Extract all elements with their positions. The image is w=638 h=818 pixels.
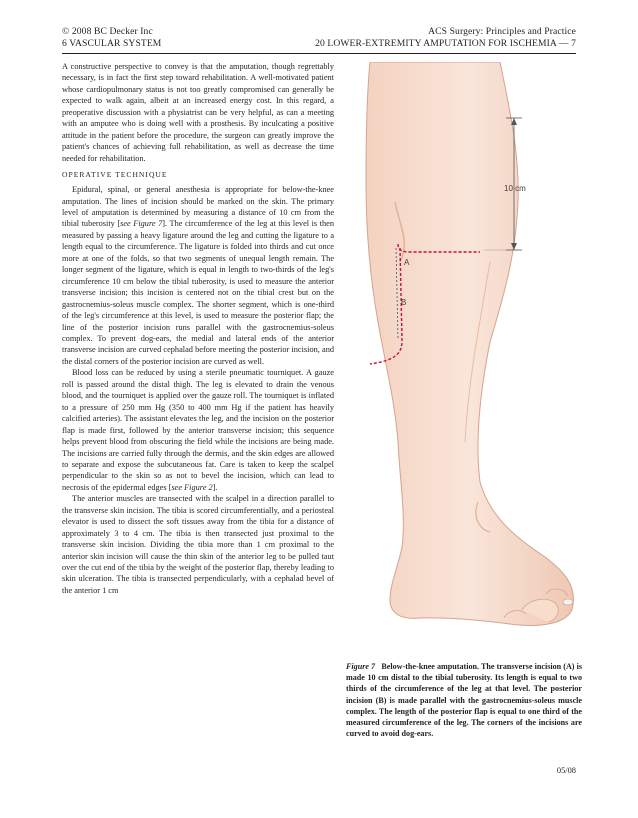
incision-label-b: B xyxy=(401,298,407,307)
figure-caption xyxy=(346,661,582,739)
body-column xyxy=(62,61,334,596)
paragraph-text: ]. The circumference of the leg at this level is then measured by passing a heavy ligature around the leg and cutting the ligature to a length equal to the circumference. The ligature is folded into thirds and cut once more at one of the folds, so that two segments of unequal length remain. The longer segment of the ligature, which is equal in length to two-thirds of the leg's circumference 10 cm below the tibial tuberosity, is used to measure the anterior transverse incision; this incision is centered not on the tibial crest but on the gastrocnemius-soleus muscle complex. The shorter segment, which is one-third of the leg's circumference at this level, is used to measure the posterior flap; the line of the posterior incision runs parallel with the gastrocnemius-soleus complex. To prevent dog-ears, the medial and lateral ends of the anterior transverse incision are curved cephalad before meeting the posterior incision, and the distal corners of the posterior incision are curved as well. xyxy=(62,219,334,366)
paragraph-text: ]. xyxy=(212,482,218,492)
paragraph-muscles: The anterior muscles are transected with the scalpel in a direction parallel to the transverse skin incision. The tibia is scored circumferentially, and a periosteal elevator is used to dissect the soft tissues away from the tibia for a distance of approximately 3 to 4 cm. The tibia is then transected just proximal to the transverse skin incision. Dividing the tibia more than 1 cm proximal to the anterior skin incision will cause the thin skin of the anterior leg to be pulled taut over the cut end of the tibia by the weight of the posterior flap, thereby leading to skin ulceration. The tibia is transected perpendicularly, with a cephalad bevel of the anterior 1 cm xyxy=(62,494,334,595)
figure-reference: see Figure 2 xyxy=(171,482,213,492)
header-chapter: 20 LOWER-EXTREMITY AMPUTATION FOR ISCHEMIA — 7 xyxy=(315,38,576,49)
paragraph-text: Epidural, spinal, or general anesthesia is appropriate for below-the-knee amputation. The lines of incision should be marked on the skin. The primary level of amputation is determined by measuring a distance of 10 cm from the tibial tuberosity [ xyxy=(62,185,334,229)
figure-7-illustration xyxy=(340,62,600,632)
header-rule xyxy=(62,53,576,54)
section-heading: OPERATIVE TECHNIQUE xyxy=(62,170,168,180)
measure-label: 10 cm xyxy=(504,184,526,193)
header-book-title: ACS Surgery: Principles and Practice xyxy=(428,26,576,37)
leg-outline xyxy=(366,62,573,625)
figure-reference: see Figure 7 xyxy=(120,219,163,229)
paragraph-text: Blood loss can be reduced by using a sterile pneumatic tourniquet. A gauze roll is passed around the distal thigh. The leg is elevated to drain the venous blood, and the tourniquet is applied over the gauze roll. The tourniquet is inflated to a pressure of 250 mm Hg (350 to 400 mm Hg if the patient has heavily calcified arteries). The assistant elevates the leg, and the incision on the posterior flap is made first, followed by the anterior transverse incision; this sequence helps prevent blood from obscuring the field while the incisions are being made. The incisions are carried fully through the dermis, and the skin edges are allowed to separate and expose the subcutaneous fat. Care is taken to keep the scalpel perpendicular to the skin so as not to bevel the incision, which can lead to necrosis of the epidermal edges [ xyxy=(62,368,334,492)
paragraph-tourniquet xyxy=(62,367,334,493)
intro-paragraph: A constructive perspective to convey is that the amputation, though regrettably necessary, is in fact the first step toward rehabilitation. A well-motivated patient whose cardiopulmonary status is not too greatly compromised can generally be expected to walk again, albeit at an increased energy cost. In this regard, a preoperative discussion with a physiatrist can be very helpful, as can a meeting with an amputee who is doing well with a prosthesis. By inculcating a positive attitude in the patient before the procedure, the surgeon can greatly improve the patient's chances of achieving full rehabilitation, as well as decrease the time needed for rehabilitation. xyxy=(62,62,334,163)
toenail xyxy=(563,599,573,605)
paragraph-anesthesia xyxy=(62,184,334,367)
caption-text: Below-the-knee amputation. The transverse incision (A) is made 10 cm distal to the tibial tuberosity. Its length is equal to two thirds of the circumference of the leg at that level. The posterior incision (B) is made parallel with the gastrocnemius-soleus muscle complex. The length of the posterior flap is equal to one third of the measured circumference of the leg. The corners of the incisions are curved to avoid dog-ears. xyxy=(346,662,582,739)
header-section: 6 VASCULAR SYSTEM xyxy=(62,38,162,49)
header-copyright: © 2008 BC Decker Inc xyxy=(62,26,153,37)
caption-label: Figure 7 xyxy=(346,662,376,671)
page-date: 05/08 xyxy=(556,766,576,775)
incision-label-a: A xyxy=(404,258,410,267)
